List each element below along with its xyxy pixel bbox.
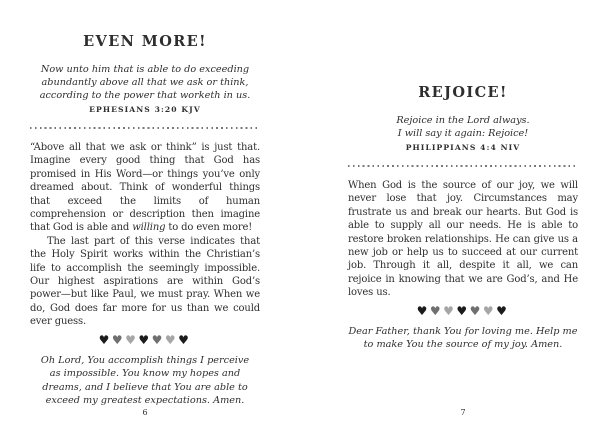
verse-line: I will say it again: Rejoice! (397, 128, 529, 139)
heart-icon: ♥ (469, 303, 483, 318)
verse-reference: EPHESIANS 3:20 KJV (89, 105, 201, 114)
verse-reference: PHILIPPIANS 4:4 NIV (405, 143, 521, 152)
paragraph (30, 141, 260, 235)
body-text (30, 141, 260, 329)
heart-icon: ♥ (98, 332, 112, 347)
page-title: EVEN MORE! (83, 33, 207, 50)
prayer-line: dreams, and I believe that You are able to (42, 381, 248, 393)
paragraph-emphasis: willing (132, 222, 166, 234)
body-text (348, 179, 578, 300)
paragraph-text: “Above all that we ask or think” is just that. Imagine every good thing that God has promised in His Word—or things you’ve only dreamed about. Think of wonderful things that exceed the limits of human comprehension or description then imagine that God is able and (30, 142, 260, 234)
prayer-block (30, 354, 260, 408)
hearts-divider (348, 305, 578, 318)
prayer-block (348, 325, 578, 352)
heart-icon: ♥ (482, 303, 497, 318)
dotted-divider (348, 165, 578, 167)
heart-icon: ♥ (496, 303, 510, 318)
paragraph-text: to do even more! (165, 222, 253, 234)
heart-icon: ♥ (416, 303, 430, 318)
verse-block (348, 114, 578, 153)
page-number: 7 (460, 408, 466, 417)
page-right (306, 0, 612, 432)
heart-icon: ♥ (456, 303, 470, 318)
prayer-line: Oh Lord, You accomplish things I perceive (40, 354, 250, 366)
heart-icon: ♥ (111, 332, 126, 347)
prayer-line: Dear Father, thank You for loving me. Help me (348, 325, 578, 337)
prayer-line: as impossible. You know my hopes and (49, 368, 241, 380)
heart-icon: ♥ (178, 332, 192, 347)
prayer-line: exceed my greatest expectations. Amen. (45, 395, 245, 407)
verse-line: abundantly above all that we ask or think, (41, 77, 249, 88)
hearts-divider (30, 334, 260, 347)
heart-icon: ♥ (443, 303, 457, 318)
paragraph: The last part of this verse indicates that the Holy Spirit works within the Christian’s life to accomplish the seemingly impossible. Our highest aspirations are within God’s power—but like Paul, we must pray. When we do, God does far more for us than we could ever guess. (30, 235, 260, 328)
page-number: 6 (142, 408, 148, 417)
heart-icon: ♥ (138, 332, 152, 347)
paragraph: When God is the source of our joy, we will never lose that joy. Circumstances may frustrate us and break our hearts. But God is able to supply all our needs. He is able to restore broken relationships. He can give us a new job or help us to succeed at our current job. Through it all, despite it all, we can rejoice in knowing that we are God’s, and He loves us. (348, 180, 578, 299)
dotted-divider (30, 127, 260, 129)
heart-icon: ♥ (164, 332, 179, 347)
verse-line: Rejoice in the Lord always. (396, 115, 530, 126)
page-title: REJOICE! (418, 84, 508, 101)
prayer-line: to make You the source of my joy. Amen. (363, 339, 563, 351)
verse-line: Now unto him that is able to do exceeding (40, 64, 250, 75)
heart-icon: ♥ (125, 332, 139, 347)
heart-icon: ♥ (429, 303, 444, 318)
heart-icon: ♥ (151, 332, 165, 347)
verse-block (30, 63, 260, 115)
verse-line: according to the power that worketh in us. (39, 90, 251, 101)
